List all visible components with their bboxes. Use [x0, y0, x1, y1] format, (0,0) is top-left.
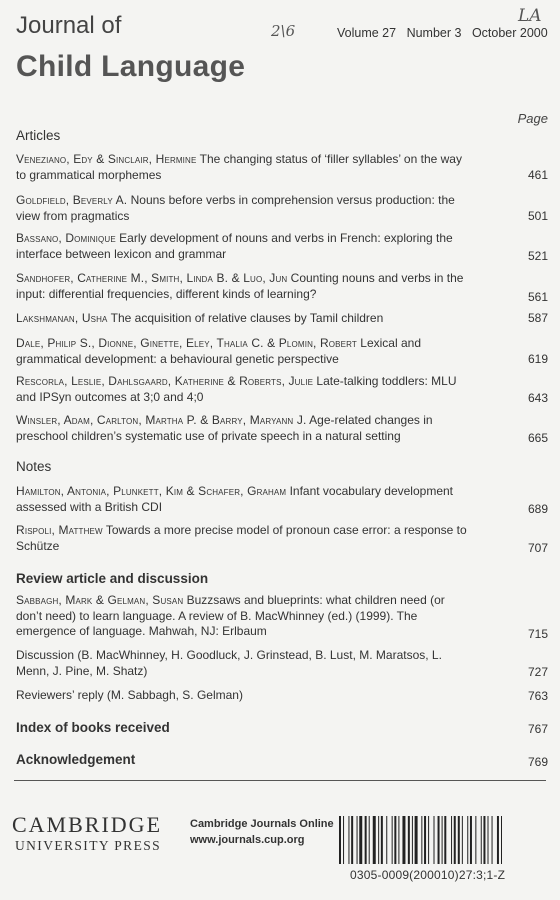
entry-author: Bassano, Dominique [16, 231, 116, 245]
entry-page: 767 [527, 722, 548, 736]
barcode [339, 816, 545, 864]
barcode-bar [373, 816, 376, 864]
entry-title: The acquisition of relative clauses by Tamil children [110, 311, 384, 325]
cjo-label: Cambridge Journals Online [190, 818, 334, 830]
entry-author: Veneziano, Edy & Sinclair, Hermine [16, 152, 197, 166]
barcode-bar [492, 816, 493, 864]
barcode-bar [442, 816, 443, 864]
entry-title: The changing status of ‘filler syllables’ on the way to grammatical morphemes [16, 152, 462, 182]
number: Number 3 [406, 26, 462, 40]
section-articles: Articles [16, 128, 61, 143]
barcode-bar [339, 816, 341, 864]
entry-page: 689 [527, 502, 548, 516]
entry-page: 521 [527, 249, 548, 263]
contents-entry[interactable] [16, 648, 474, 679]
barcode-bar [381, 816, 383, 864]
entry-author: Sandhofer, Catherine M., Smith, Linda B. & Luo, Jun [16, 271, 288, 285]
section-review: Review article and discussion [16, 571, 209, 586]
entry-author: Rescorla, Leslie, Dahlsgaard, Katherine & Roberts, Julie [16, 374, 314, 388]
contents-entry[interactable] [16, 413, 474, 444]
barcode-bar [412, 816, 413, 864]
barcode-bar [408, 816, 410, 864]
barcode-bar [392, 816, 393, 864]
barcode-bar [434, 816, 435, 864]
contents-entry[interactable] [16, 523, 474, 554]
barcode-bar [415, 816, 418, 864]
entry-page: 587 [527, 311, 548, 325]
entry-title: Late-talking toddlers: MLU and IPSyn outcomes at 3;0 and 4;0 [16, 374, 457, 404]
entry-title: Towards a more precise model of pronoun case error: a response to Schütze [16, 523, 467, 553]
entry-title: Lexical and grammatical development: a behavioural genetic perspective [16, 336, 422, 366]
barcode-bar [421, 816, 422, 864]
barcode-number: 0305-0009(200010)27:3;1-Z [350, 868, 506, 882]
entry-author: Sabbagh, Mark & Gelman, Susan [16, 593, 184, 607]
barcode-bar [343, 816, 344, 864]
section-index: Index of books received [16, 720, 170, 735]
entry-author: Hamilton, Antonia, Plunkett, Kim & Schafer, Graham [16, 484, 287, 498]
entry-title: Reviewers’ reply (M. Sabbagh, S. Gelman) [16, 688, 243, 702]
publisher-logo-subtitle: UNIVERSITY PRESS [15, 838, 162, 853]
barcode-bar [357, 816, 358, 864]
barcode-bar [351, 816, 353, 864]
entry-page: 715 [527, 627, 548, 641]
contents-entry[interactable] [16, 311, 474, 327]
contents-entry[interactable] [16, 688, 474, 704]
barcode-bar [378, 816, 379, 864]
handwritten-note: 2\6 [271, 22, 296, 40]
entry-author: Dale, Philip S., Dionne, Ginette, Eley, Thalia C. & Plomin, Robert [16, 336, 357, 350]
journal-title-line2: Child Language [16, 50, 246, 83]
barcode-bar [424, 816, 426, 864]
entry-page: 561 [527, 290, 548, 304]
entry-page: 461 [527, 168, 548, 182]
barcode-bar [369, 816, 370, 864]
contents-entry[interactable] [16, 374, 474, 405]
barcode-bar [428, 816, 429, 864]
volume: Volume 27 [337, 26, 397, 40]
barcode-bar [451, 816, 452, 864]
entry-page: 769 [527, 755, 548, 769]
entry-title: Age-related changes in preschool children’s systematic use of private speech in a natural setting [16, 413, 433, 443]
page-column-header: Page [517, 111, 548, 126]
barcode-bar [458, 816, 460, 864]
barcode-bar [402, 816, 405, 864]
entry-page: 501 [527, 209, 548, 223]
entry-page: 707 [527, 541, 548, 555]
barcode-bar [394, 816, 396, 864]
entry-author: Rispoli, Matthew [16, 523, 103, 537]
contents-entry[interactable] [16, 484, 474, 515]
barcode-bar [359, 816, 362, 864]
barcode-bar [365, 816, 367, 864]
entry-title: Discussion (B. MacWhinney, H. Goodluck, J. Grinstead, B. Lust, M. Maratsos, L. Menn, J. Pine, M. Shatz) [16, 648, 442, 678]
contents-entry[interactable] [16, 593, 474, 640]
handwritten-initials: LA [518, 6, 542, 26]
entry-author: Goldfield, Beverly A. [16, 193, 128, 207]
entry-title: Nouns before verbs in comprehension versus production: the view from pragmatics [16, 193, 455, 223]
entry-author: Winsler, Adam, Carlton, Martha P. & Barry, Maryann J. [16, 413, 307, 427]
entry-page: 727 [527, 665, 548, 679]
barcode-bar [348, 816, 349, 864]
entry-page: 665 [527, 431, 548, 445]
entry-page: 643 [527, 391, 548, 405]
entry-page: 619 [527, 352, 548, 366]
contents-entry[interactable] [16, 152, 474, 183]
barcode-bar [497, 816, 499, 864]
section-notes: Notes [16, 459, 52, 474]
issue-date: October 2000 [471, 26, 548, 40]
barcode-bar [483, 816, 485, 864]
barcode-bar [488, 816, 489, 864]
section-ack: Acknowledgement [16, 752, 136, 767]
entry-page: 763 [527, 689, 548, 703]
barcode-bar [470, 816, 472, 864]
footer-divider [14, 780, 546, 781]
contents-entry[interactable] [16, 193, 474, 224]
barcode-bar [462, 816, 463, 864]
barcode-bar [467, 816, 468, 864]
entry-author: Lakshmanan, Usha [16, 311, 108, 325]
contents-entry[interactable] [16, 271, 474, 302]
entry-title: Counting nouns and verbs in the input: differential frequencies, different kinds of learning? [16, 271, 464, 301]
barcode-bar [501, 816, 502, 864]
contents-entry[interactable] [16, 231, 474, 262]
entry-title: Infant vocabulary development assessed with a British CDI [16, 484, 453, 514]
barcode-bar [454, 816, 456, 864]
barcode-bar [386, 816, 387, 864]
cjo-url[interactable]: www.journals.cup.org [190, 834, 305, 846]
entry-title: Buzzsaws and blueprints: what children need (or don’t need) to learn language. A review of B. MacWhinney (ed.) (1999). The emergence of language. Mahwah, NJ: Erlbaum [16, 593, 445, 638]
barcode-bar [438, 816, 440, 864]
contents-entry[interactable] [16, 336, 474, 367]
journal-title-line1: Journal of [16, 12, 122, 39]
entry-title: Early development of nouns and verbs in French: exploring the interface between lexicon and grammar [16, 231, 453, 261]
barcode-bar [444, 816, 446, 864]
barcode-bar [481, 816, 482, 864]
barcode-bar [398, 816, 399, 864]
publisher-logo: CAMBRIDGE [12, 812, 163, 837]
barcode-bar [475, 816, 476, 864]
issue-info [337, 26, 555, 40]
